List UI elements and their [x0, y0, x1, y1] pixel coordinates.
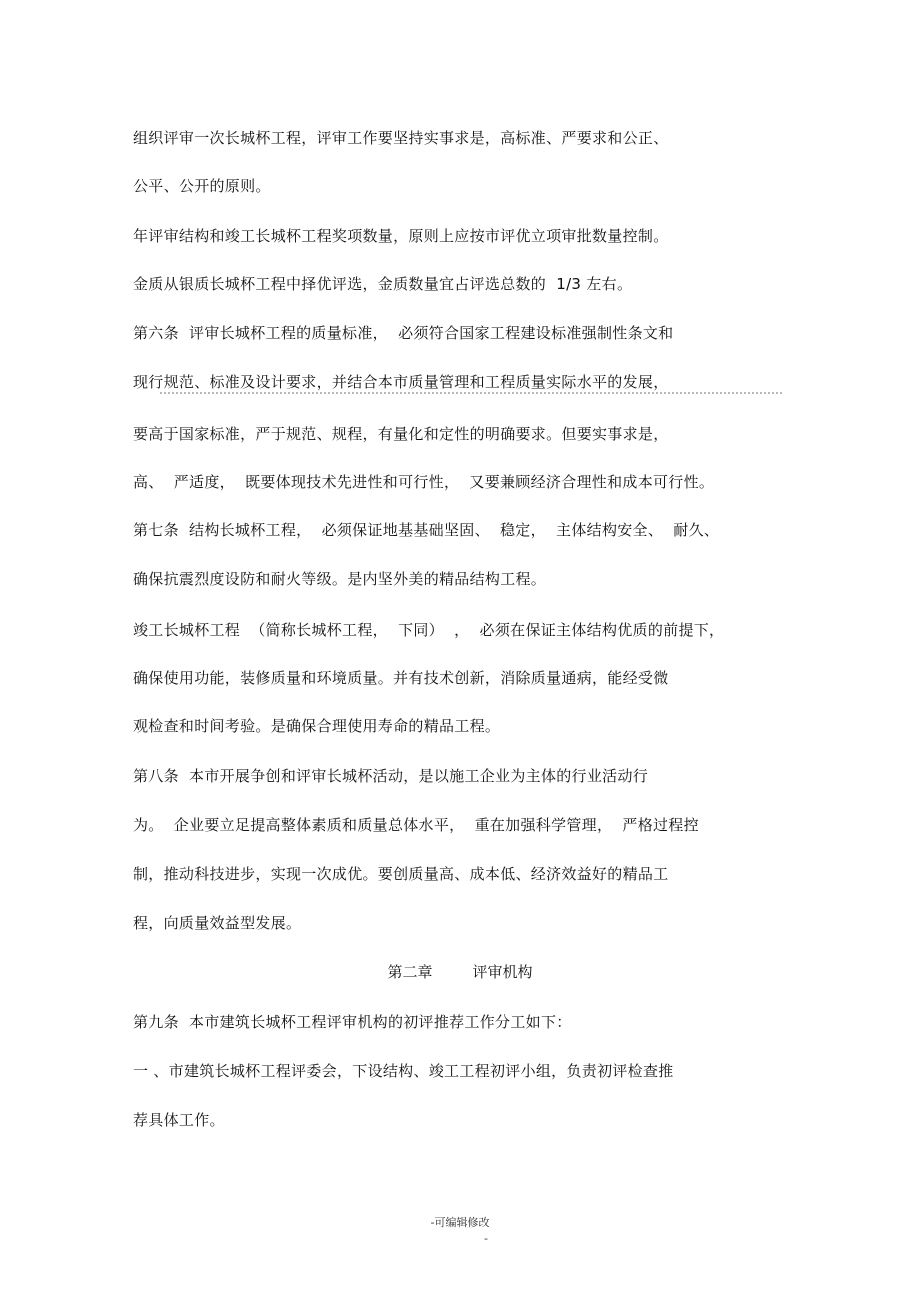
paragraph-line: 程，向质量效益型发展。	[133, 914, 302, 932]
paragraph-line: 年评审结构和竣工长城杯工程奖项数量，原则上应按市评优立项审批数量控制。	[133, 227, 669, 245]
chapter-heading	[0, 962, 920, 982]
paragraph-line: 第八条 本市开展争创和评审长城杯活动，是以施工企业为主体的行业活动行	[133, 767, 649, 785]
chapter-number: 第二章	[387, 963, 433, 981]
paragraph-line: 高、 严适度， 既要体现技术先进性和可行性， 又要兼顾经济合理性和成本可行性。	[133, 473, 715, 491]
paragraph-line: 第六条 评审长城杯工程的质量标准， 必须符合国家工程建设标准强制性条文和	[133, 324, 674, 342]
paragraph-line: 确保使用功能，装修质量和环境质量。并有技术创新，消除质量通病，能经受微	[133, 669, 669, 687]
dotted-divider	[160, 392, 782, 394]
paragraph-line: 第七条 结构长城杯工程， 必须保证地基基础坚固、 稳定， 主体结构安全、 耐久、	[133, 521, 720, 539]
paragraph-line: 第九条 本市建筑长城杯工程评审机构的初评推荐工作分工如下：	[133, 1013, 572, 1031]
paragraph-line: 一 、市建筑长城杯工程评委会，下设结构、竣工工程初评小组，负责初评检查推	[133, 1062, 674, 1080]
paragraph-line: 竣工长城杯工程 （简称长城杯工程， 下同） ， 必须在保证主体结构优质的前提下，	[133, 621, 725, 639]
paragraph-line: 金质从银质长城杯工程中择优评选，金质数量宜占评选总数的 1/3 左右。	[133, 275, 633, 293]
footer-dash: -	[484, 1232, 488, 1245]
paragraph-line: 为。 企业要立足提高整体素质和质量总体水平， 重在加强科学管理， 严格过程控	[133, 816, 699, 834]
paragraph-line: 制，推动科技进步，实现一次成优。要创质量高、成本低、经济效益好的精品工	[133, 865, 669, 883]
paragraph-line: 组织评审一次长城杯工程，评审工作要坚持实事求是，高标准、严要求和公正、	[133, 129, 669, 147]
paragraph-line: 现行规范、标准及设计要求，并结合本市质量管理和工程质量实际水平的发展，	[133, 373, 669, 391]
chapter-title: 评审机构	[472, 963, 533, 981]
paragraph-line: 观检查和时间考验。是确保合理使用寿命的精品工程。	[133, 717, 501, 735]
paragraph-line: 要高于国家标准，严于规范、规程，有量化和定性的明确要求。但要实事求是，	[133, 425, 669, 443]
footer-note: -可编辑修改	[430, 1216, 490, 1229]
paragraph-line: 荐具体工作。	[133, 1111, 225, 1129]
paragraph-line: 确保抗震烈度设防和耐火等级。是内坚外美的精品结构工程。	[133, 570, 547, 588]
paragraph-line: 公平、公开的原则。	[133, 177, 271, 195]
